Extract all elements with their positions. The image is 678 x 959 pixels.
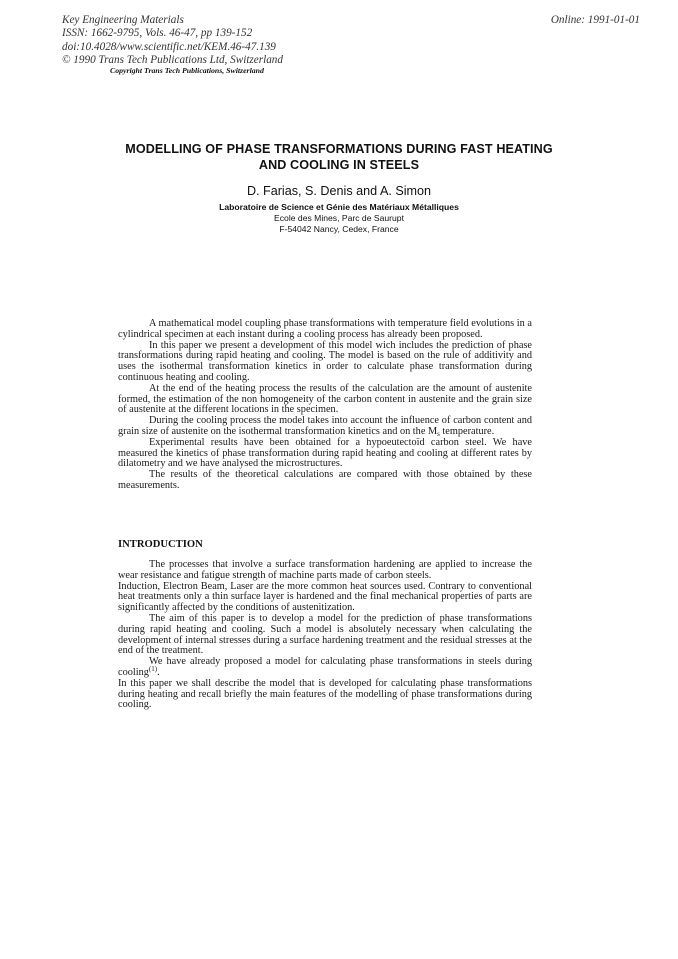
abstract-text: During the cooling process the model takes into account the influence of carbon content and grain size of austenite on the isothermal transformation kinetics and on the M [118,415,532,437]
abstract [118,319,532,492]
affiliation [120,202,558,235]
intro-paragraph: The processes that involve a surface transformation hardening are applied to increase the wear resistance and fatigue strength of machine parts made of carbon steels. [118,559,532,581]
abstract-paragraph: A mathematical model coupling phase transformations with temperature field evolutions in a cylindrical specimen at each instant during a cooling process has already been proposed. [118,318,532,340]
reference-marker: (1) [148,664,158,673]
issn-line: ISSN: 1662-9795, Vols. 46-47, pp 139-152 [62,27,253,40]
paper-title [90,141,588,173]
publication-info [62,14,283,67]
introduction-heading: INTRODUCTION [118,539,203,550]
abstract-paragraph: At the end of the heating process the results of the calculation are the amount of austenite formed, the estimation of the non homogeneity of the carbon content in austenite and the grain size of austenite at the different locations in the specimen. [118,382,532,416]
abstract-paragraph: The results of the theoretical calculations are compared with those obtained by these measurements. [118,469,532,491]
affiliation-school: Ecole des Mines, Parc de Saurupt [274,213,404,223]
title-line-1: MODELLING OF PHASE TRANSFORMATIONS DURING FAST HEATING [125,142,553,156]
intro-paragraph: Induction, Electron Beam, Laser are the more common heat sources used. Contrary to conventional heat treatments only a thin surface layer is hardened and the final mechanical properties of parts are significantly affected by the conditions of austenitization. [118,580,532,614]
introduction-body [118,560,532,711]
abstract-paragraph [118,416,532,438]
intro-paragraph: The aim of this paper is to develop a model for the prediction of phase transformations during rapid heating and cooling. Such a model is absolutely necessary when calculating the development of internal stresses during a surface hardening treatment and the residual stresses at the end of the treatment. [118,612,532,657]
intro-paragraph [118,657,532,679]
online-date: Online: 1991-01-01 [550,14,640,26]
journal-name: Key Engineering Materials [62,14,184,26]
affiliation-address: F-54042 Nancy, Cedex, France [279,224,399,234]
copyright-stamp: Copyright Trans Tech Publications, Switzerland [110,66,264,75]
abstract-text: temperature. [439,425,495,437]
title-line-2: AND COOLING IN STEELS [258,158,420,172]
rights-line: © 1990 Trans Tech Publications Ltd, Switzerland [62,53,283,66]
abstract-paragraph: In this paper we present a development of this model wich includes the prediction of phase transformations during rapid heating and cooling. The model is based on the rule of additivity and uses the isothermal transformation kinetics in order to calculate phase transformation during continuous heating and cooling. [118,339,532,383]
doi-line: doi:10.4028/www.scientific.net/KEM.46-47.139 [62,40,276,53]
ms-subscript: s [437,429,440,438]
intro-paragraph: In this paper we shall describe the model that is developed for calculating phase transformations during heating and recall briefly the main features of the modelling of phase transformations during cooling. [118,677,532,711]
paper-authors: D. Farias, S. Denis and A. Simon [246,184,432,198]
abstract-paragraph: Experimental results have been obtained for a hypoeutectoïd carbon steel. We have measured the kinetics of phase transformation during rapid heating and cooling at different rates by dilatometry and we have analysed the microstructures. [118,436,532,470]
intro-text: . [157,666,160,678]
affiliation-lab: Laboratoire de Science et Génie des Matériaux Métalliques [219,202,459,212]
intro-text: We have already proposed a model for calculating phase transformations in steels during cooling [118,656,532,678]
